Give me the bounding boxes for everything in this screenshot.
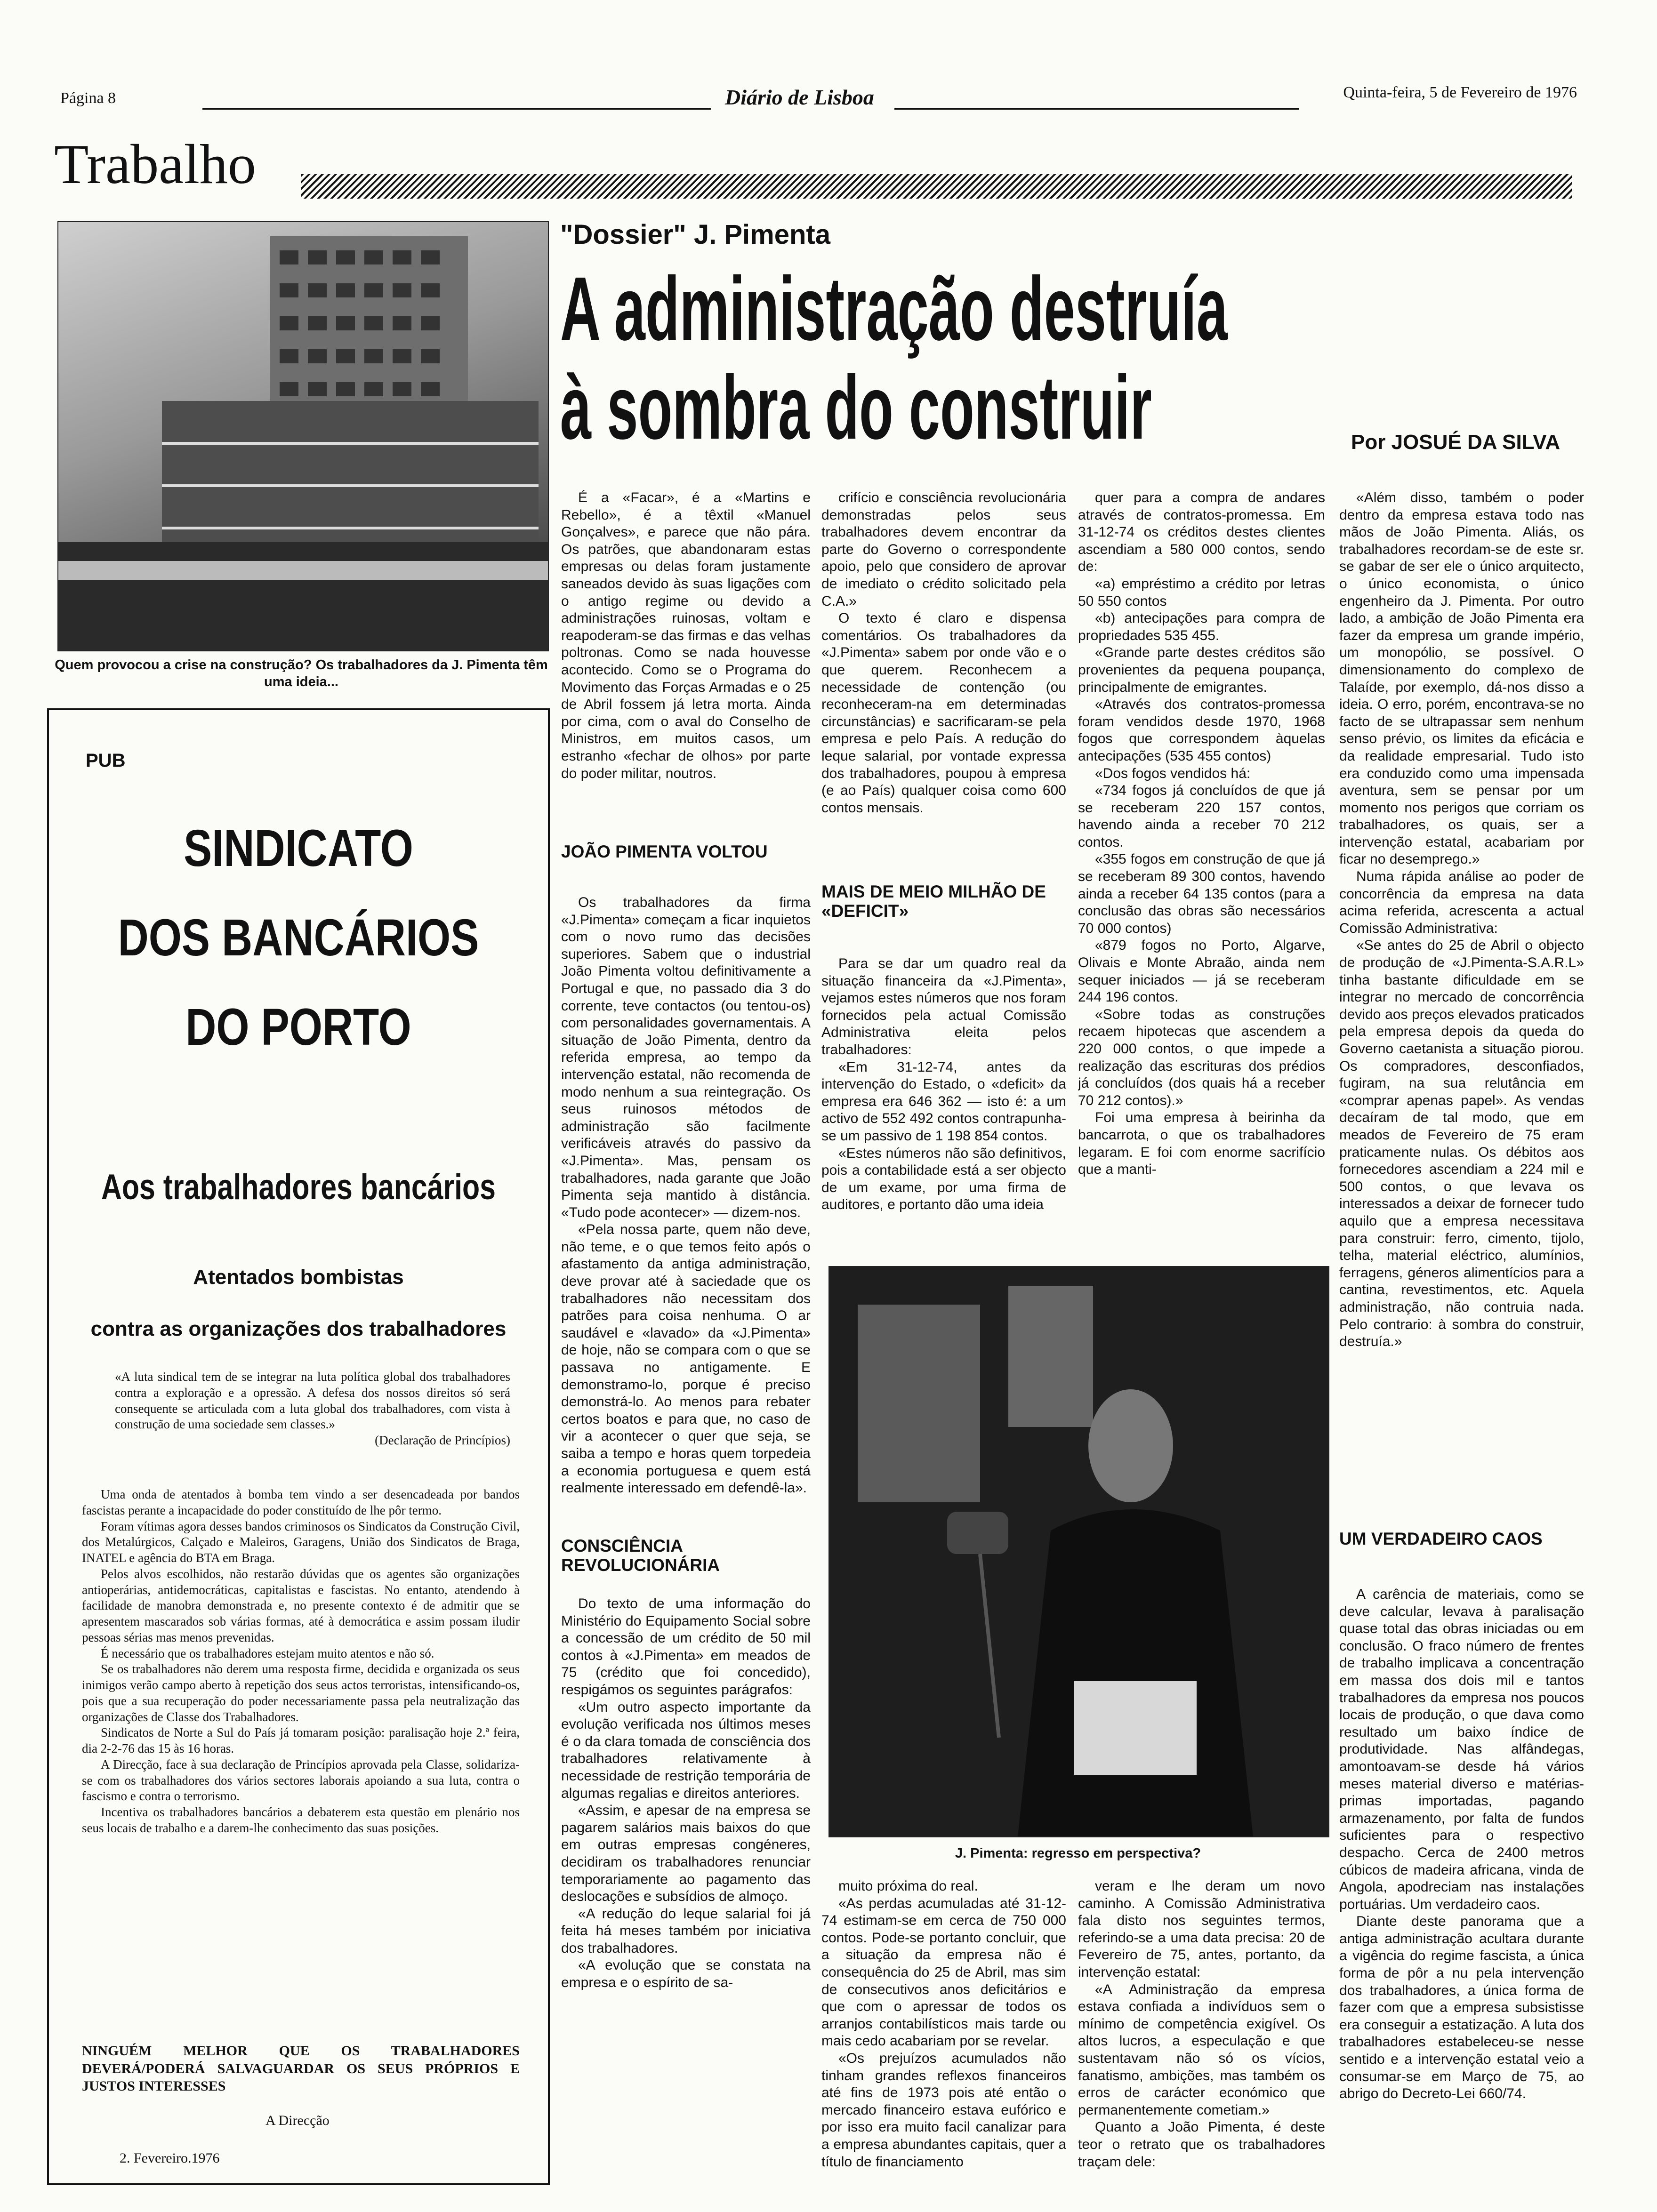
- paragraph: «a) empréstimo a crédito por letras 50 550 contos: [1078, 576, 1325, 609]
- pub-title-1: SINDICATO: [184, 819, 413, 877]
- article-col4b: [1339, 1586, 1584, 2203]
- article-bottom-right: [1078, 1878, 1325, 2203]
- paragraph: Se os trabalhadores não derem uma resposta firme, decidida e organizada os seus inimigos verão campo aberto à repetição dos seus actos terroristas, intensificando-os, pois que a sua recuperação do poder necessariamente passa pela neutralização das organizações de Classe dos Trabalhadores.: [82, 1662, 520, 1724]
- paragraph: «A redução do leque salarial foi já feita há meses também por iniciativa dos trabalhadores.: [561, 1906, 811, 1956]
- paragraph: «A evolução que se constata na empresa e o espírito de sa-: [561, 1957, 811, 1991]
- article-col1: [561, 489, 811, 824]
- subhead-joao-pimenta-voltou: JOÃO PIMENTA VOLTOU: [561, 842, 768, 861]
- paragraph: «Estes números não são definitivos, pois a contabilidade está a ser objecto de um exame, por uma firma de auditores, e portanto dão uma ideia: [821, 1145, 1066, 1213]
- byline: Por JOSUÉ DA SILVA: [1351, 431, 1560, 454]
- paragraph: Foram vítimas agora desses bandos criminosos os Sindicatos da Construção Civil, dos Metalúrgicos, Calçado e Maleiros, Garagens, União dos Sindicatos de Braga, INATEL e agência do BTA em Braga.: [82, 1519, 520, 1565]
- paragraph: «Sobre todas as construções recaem hipotecas que ascendem a 220 000 contos, o que impede a realização das escrituras dos prédios já concluídos (dos quais há a receber 70 212 contos).»: [1078, 1006, 1325, 1108]
- paragraph: É necessário que os trabalhadores estejam muito atentos e não só.: [101, 1646, 434, 1660]
- paragraph: «b) antecipações para compra de propriedades 535 455.: [1078, 610, 1325, 643]
- pub-signature: A Direcção: [265, 2113, 330, 2128]
- masthead: Diário de Lisboa: [725, 85, 874, 109]
- paragraph: veram e lhe deram um novo caminho. A Comissão Administrativa fala disto nos seguintes termos, referindo-se a uma data precisa: 20 de Fevereiro de 75, antes, portanto, da intervenção estatal:: [1078, 1878, 1325, 1980]
- pub-quote-source: (Declaração de Princípios): [375, 1433, 510, 1447]
- photo1-caption: Quem provocou a crise na construção? Os trabalhadores da J. Pimenta têm uma ideia...: [55, 657, 548, 690]
- paragraph: Foi uma empresa à beirinha da bancarrota, o que os trabalhadores legaram. E foi com enorme sacrifício que a manti-: [1078, 1110, 1325, 1178]
- pub-quote: [115, 1369, 510, 1449]
- pub-closing: NINGUÉM MELHOR QUE OS TRABALHADORES DEVERÁ/PODERÁ SALVAGUARDAR OS SEUS PRÓPRIOS E JUSTOS INTERESSES: [82, 2043, 520, 2094]
- paragraph: crifício e consciência revolucionária demonstradas pelos seus trabalhadores devem encontrar da parte do Governo o correspondente apoio, pelo que considero de aprovar de imediato o crédito solicitado pela C.A.»: [821, 490, 1066, 609]
- subhead-um-verdadeiro-caos: UM VERDADEIRO CAOS: [1339, 1529, 1543, 1548]
- pub-subtitle: Aos trabalhadores bancários: [101, 1167, 496, 1207]
- paragraph: Para se dar um quadro real da situação financeira da «J.Pimenta», vejamos estes números que nos foram fornecidos pela actual Comissão Administrativa eleita pelos trabalhadores:: [821, 956, 1066, 1058]
- pub-title-2: DOS BANCÁRIOS: [118, 909, 479, 967]
- article-col4: [1339, 489, 1584, 1506]
- paragraph: Incentiva os trabalhadores bancários a debaterem esta questão em plenário nos seus locais de trabalho e a darem-lhe conhecimento das suas posições.: [82, 1805, 520, 1835]
- subhead-mais-de-meio-milhao: MAIS DE MEIO MILHÃO DE «DEFICIT»: [821, 882, 1046, 921]
- subhead-consciencia-revolucionaria: CONSCIÊNCIA REVOLUCIONÁRIA: [561, 1536, 720, 1575]
- paragraph: «Um outro aspecto importante da evolução verificada nos últimos meses é o da clara tomada de consciência dos trabalhadores relativamente à necessidade de restrição temporária de algumas regalias e direitos anteriores.: [561, 1699, 811, 1801]
- paragraph: «Pela nossa parte, quem não deve, não teme, e o que temos feito após o afastamento da antiga administração, deve provar até à saciedade que os trabalhadores não necessitam dos patrões para coisa nenhuma. O ar saudável e «lavado» da «J.Pimenta» de hoje, não se compara com o que se passava no antigamente. E demonstramo-lo, porque é preciso demonstrá-lo. Ao menos para rebater certos boatos e para que, no caso de vir a acontecer o quer que seja, se saiba a tempo e horas quem torpedeia a economia portuguesa e quem está realmente interessado em defendê-la».: [561, 1222, 811, 1496]
- article-col1c: [561, 1595, 811, 2203]
- page-number: Página 8: [60, 89, 116, 107]
- paragraph: «Grande parte destes créditos são provenientes da pequena poupança, principalmente de emigrantes.: [1078, 645, 1325, 695]
- header-rule-left: [202, 108, 711, 110]
- paragraph: A Direcção, face à sua declaração de Princípios aprovada pela Classe, solidariza-se com os trabalhadores dos vários sectores laborais apoiando a sua luta, contra o fascismo e contra o terrorismo.: [82, 1757, 520, 1803]
- issue-date: Quinta-feira, 5 de Fevereiro de 1976: [1343, 84, 1577, 101]
- photo2-caption: J. Pimenta: regresso em perspectiva?: [955, 1846, 1201, 1861]
- paragraph: Sindicatos de Norte a Sul do País já tomaram posição: paralisação hoje 2.ª feira, dia 2-2-76 das 15 às 16 horas.: [82, 1725, 520, 1755]
- section-title: Trabalho: [54, 133, 256, 195]
- building-illustration: [58, 222, 548, 650]
- paragraph: «Assim, e apesar de na empresa se pagarem salários mais baixos do que em outras empresas congéneres, decidiram os trabalhadores renunciar temporariamente ao pagamento das deslocações e subsídios de almoço.: [561, 1803, 811, 1905]
- paragraph: «Se antes do 25 de Abril o objecto de produção de «J.Pimenta-S.A.R.L» tinha bastante dificuldade em se integrar no mercado de concorrência devido aos preços elevados praticados pela empresa depois da queda do Governo caetanista a situação piorou. Os compradores, desconfiados, fugiram, na sua relutância em «comprar apenas papel». As vendas decaíram de tal modo, que em meados de Fevereiro de 75 eram praticamente nulas. Os débitos aos fornecedores ascendiam a 224 mil e 500 contos, o que levava os interessados a deixar de fornecer tudo aquilo que a empresa necessitava para construir: ferro, cimento, tijolo, telha, material eléctrico, alumínios, ferragens, géneros alimentícios para a cantina, revestimentos, etc. Aquela administração, não contruia nada. Pelo contrario: à sombra do construir, destruía.»: [1339, 938, 1584, 1350]
- pub-heading-1: Atentados bombistas: [193, 1266, 404, 1289]
- paragraph: É a «Facar», é a «Martins e Rebello», é a têxtil «Manuel Gonçalves», e parece que não pára. Os patrões, que abandonaram estas empresas ou delas foram justamente saneados devido às suas ligações com o antigo regime ou devido a administrações ruinosas, voltam e reapoderam-se das firmas e das velhas poltronas. Como se nada houvesse acontecido. Como se o Programa do Movimento das Forças Armadas e o 25 de Abril fossem já letra morta. Ainda por cima, com o aval do Conselho de Ministros, em muitos casos, um estranho «fechar de olhos» por parte do poder militar, noutros.: [561, 490, 811, 781]
- paragraph: «355 fogos em construção de que já se receberam 89 300 contos, havendo ainda a receber 64 135 contos (para a conclusão das obras são necessários 70 000 contos): [1078, 851, 1325, 936]
- section-hatch: [301, 174, 1572, 199]
- pimenta-portrait-photo: [828, 1266, 1329, 1837]
- paragraph: «879 fogos no Porto, Algarve, Olivais e Monte Abraão, ainda nem sequer iniciados — já se receberam 244 196 contos.: [1078, 938, 1325, 1005]
- paragraph: Do texto de uma informação do Ministério do Equipamento Social sobre a concessão de um crédito de 50 mil contos à «J.Pimenta» em meados de 75 (crédito que foi concedido), respigámos os seguintes parágrafos:: [561, 1596, 811, 1698]
- paragraph: «734 fogos já concluídos de que já se receberam 220 157 contos, havendo ainda a receber 70 212 contos.: [1078, 783, 1325, 850]
- paragraph: Quanto a João Pimenta, é deste teor o retrato que os trabalhadores traçam dele:: [1078, 2119, 1325, 2170]
- pub-advertisement: [47, 708, 550, 2185]
- construction-photo: [57, 221, 549, 651]
- paragraph: Diante deste panorama que a antiga administração acultara durante a vigência do regime fascista, a única forma de pôr a nu pela intervenção dos trabalhadores, a única forma de fazer com que a empresa subsistisse era conseguir a estatização. A luta dos trabalhadores estabeleceu-se nesse sentido e a intervenção estatal veio a consumar-se em Março de 75, ao abrigo do Decreto-Lei 660/74.: [1339, 1914, 1584, 2102]
- header-rule-right: [894, 108, 1299, 110]
- paragraph: «Os prejuízos acumulados não tinham grandes reflexos financeiros até fins de 1973 pois até então o mercado financeiro estava eufórico e por isso era muito facil canalizar para a empresa abundantes capitais, quer a título de financiamento: [821, 2050, 1066, 2170]
- pub-date: 2. Fevereiro.1976: [120, 2150, 220, 2166]
- headline-line-2: à sombra do construir: [560, 357, 1152, 458]
- speaker-illustration: [829, 1267, 1328, 1836]
- pub-label: PUB: [86, 750, 126, 771]
- pub-title-3: DO PORTO: [185, 998, 411, 1056]
- paragraph: Pelos alvos escolhidos, não restarão dúvidas que os agentes são organizações antioperárias, antidemocráticas, capitalistas e fascistas. No entanto, atendendo à facilidade de manobra demonstrada e, no presente contexto é de admitir que se apresentem mascarados sob várias formas, até à democrática e assim possam iludir pessoas sérias mas menos prevenidas.: [82, 1566, 520, 1644]
- headline-line-1: A administração destruía: [560, 258, 1228, 359]
- paragraph: «Além disso, também o poder dentro da empresa estava todo nas mãos de João Pimenta. Aliás, os trabalhadores recordam-se de este sr. se gabar de ser ele o único arquitecto, o único economista, o único engenheiro da J. Pimenta. Por outro lado, a ambição de João Pimenta era fazer da empresa um grande império, um monopólio, se possível. O dimensionamento do complexo de Talaíde, por exemplo, dá-nos disso a ideia. O erro, porém, encontrava-se no facto de se ultrapassar sem nenhum senso prévio, os limites da eficácia e da realidade empresarial. Tudo isto era conduzido como uma impensada aventura, sem se pensar por um momento nos perigos que corriam os trabalhadores, os quais, ser a intervenção estatal, acabariam por ficar no desemprego.»: [1339, 490, 1584, 867]
- paragraph: «Em 31-12-74, antes da intervenção do Estado, o «deficit» da empresa era 646 362 — isto é: a um activo de 552 492 contos contrapunha-se um passivo de 1 198 854 contos.: [821, 1059, 1066, 1144]
- paragraph: «Dos fogos vendidos há:: [1095, 765, 1251, 781]
- paragraph: A carência de materiais, como se deve calcular, levava à paralisação quase total das obras iniciadas ou em conclusão. O fraco número de frentes de trabalho implicava a concentração em massa dos dois mil e tantos trabalhadores da empresa nos poucos locais de produção, o que dava como resultado um baixo índice de produtividade. Nas alfândegas, amontoavam-se desde há vários meses material diverso e matérias-primas importadas, pagando armazenamento, por falta de fundos suficientes para o respectivo despacho. Cerca de 2400 metros cúbicos de madeira africana, vinda de Angola, apodreciam nas instalações portuárias. Um verdadeiro caos.: [1339, 1587, 1584, 1912]
- article-kicker: "Dossier" J. Pimenta: [560, 219, 830, 250]
- paragraph: Numa rápida análise ao poder de concorrência da empresa na data acima referida, acrescenta a actual Comissão Administrativa:: [1339, 869, 1584, 936]
- article-col3: [1078, 489, 1325, 1242]
- paragraph: quer para a compra de andares através de contratos-promessa. Em 31-12-74 os créditos destes clientes ascendiam a 580 000 contos, sendo de:: [1078, 490, 1325, 575]
- paragraph: Os trabalhadores da firma «J.Pimenta» começam a ficar inquietos com o novo rumo das decisões superiores. Sabem que o industrial João Pimenta voltou definitivamente a Portugal e que, no passado dia 3 do corrente, teve contactos (ou tentou-os) com personalidades governamentais. A situação de João Pimenta, dentro da referida empresa, ao tempo da intervenção estatal, não recomenda de modo nenhum a sua reintegração. Os seus ruinosos métodos de administração são facilmente verificáveis através do passivo da «J.Pimenta». Mas, pensam os trabalhadores, nada garante que João Pimenta seja mantido à distância. «Tudo pode acontecer» — dizem-nos.: [561, 895, 811, 1220]
- article-bottom-left: [821, 1878, 1066, 2203]
- article-col2b: [821, 955, 1066, 1242]
- pub-quote-text: «A luta sindical tem de se integrar na luta política global dos trabalhadores contra a exploração e a opressão. A defesa dos nossos direitos só será consequente se articulada com a luta global dos trabalhadores, com vista à construção de uma sociedade sem classes.»: [115, 1370, 510, 1432]
- paragraph: «A Administração da empresa estava confiada a indivíduos sem o mínimo de competência exigível. Os altos lucros, a especulação e que sustentavam não só os vícios, fanatismo, ambições, mas também os erros de carácter económico que permanentemente cometiam.»: [1078, 1981, 1325, 2118]
- paragraph: «Através dos contratos-promessa foram vendidos desde 1970, 1968 fogos que correspondem àquelas antecipações (535 455 contos): [1078, 697, 1325, 764]
- paragraph: «As perdas acumuladas até 31-12-74 estimam-se em cerca de 750 000 contos. Pode-se portanto concluir, que a situação da empresa não é consequência do 25 de Abril, mas sim de consecutivos anos deficitários e que com o apressar de todos os arranjos contabilísticos mais tarde ou mais cedo acabariam por se revelar.: [821, 1895, 1066, 2049]
- pub-body: [82, 1487, 520, 2028]
- pub-heading-2: contra as organizações dos trabalhadores: [90, 1317, 507, 1340]
- paragraph: Uma onda de atentados à bomba tem vindo a ser desencadeada por bandos fascistas perante a incapacidade do poder constituído de lhe pôr termo.: [82, 1487, 520, 1517]
- article-col2: [821, 489, 1066, 847]
- article-col1b: [561, 894, 811, 1515]
- paragraph: muito próxima do real.: [838, 1878, 978, 1894]
- paragraph: O texto é claro e dispensa comentários. Os trabalhadores da «J.Pimenta» sabem por onde vão e o que querem. Reconhecem a necessidade de contenção (ou reconheceram-na em determinadas circunstâncias) e sacrificaram-se pela empresa e pelo País. A redução do leque salarial, por vontade expressa dos trabalhadores, poupou à empresa (e ao País) qualquer coisa como 600 contos mensais.: [821, 610, 1066, 816]
